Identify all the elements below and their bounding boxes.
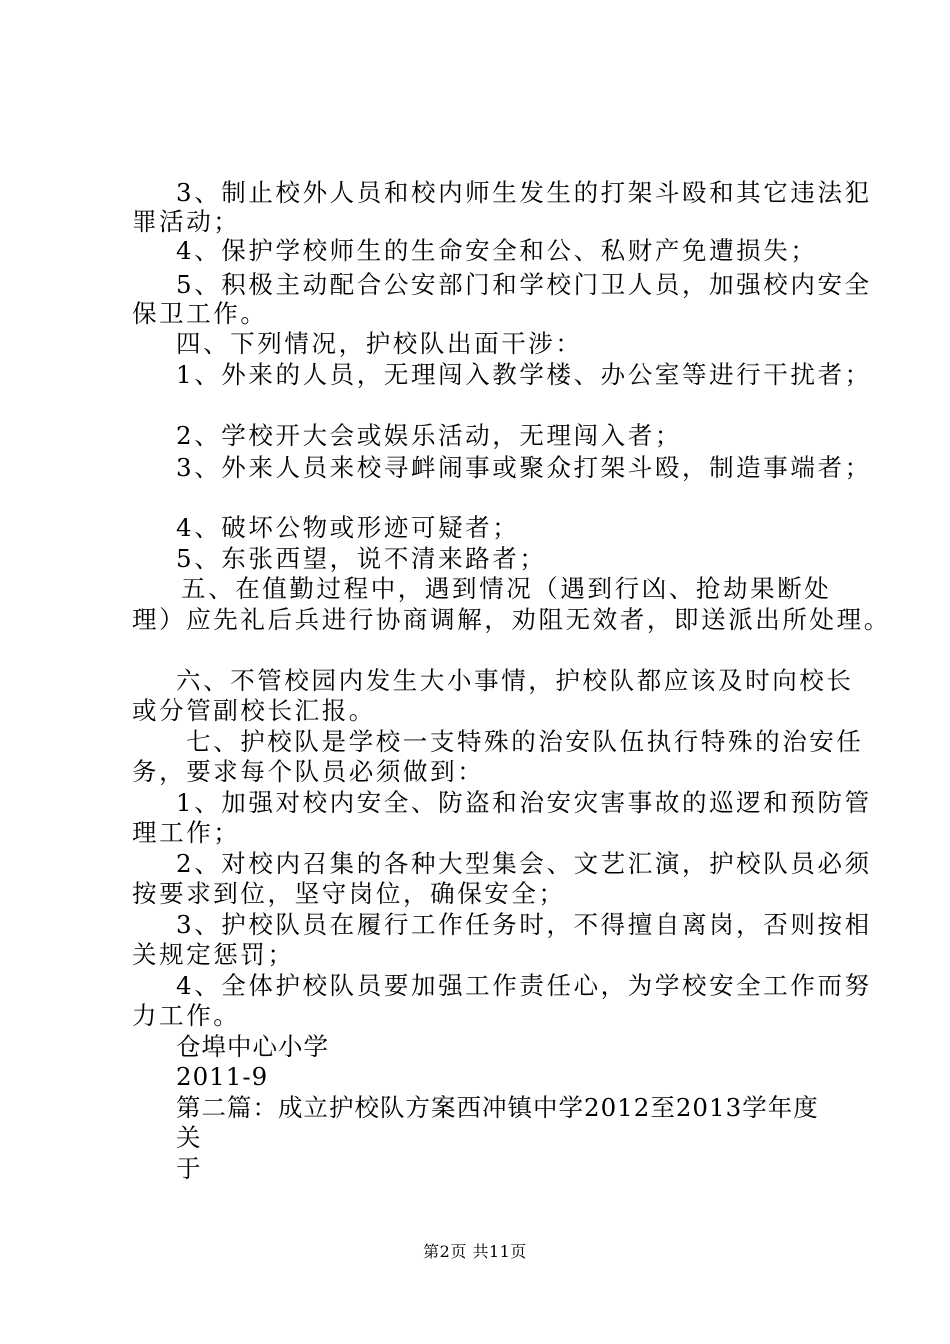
chapter-title: 第二篇：成立护校队方案西冲镇中学2012至2013学年度 — [176, 1093, 819, 1122]
section-heading: 七、护校队是学校一支特殊的治安队伍执行特殊的治安任 — [186, 727, 864, 756]
page-number: 第2页 共11页 — [423, 1242, 527, 1261]
text-line: 力工作。 — [132, 1001, 241, 1030]
section-heading: 五、在值勤过程中，遇到情况（遇到行凶、抢劫果断处 — [181, 574, 832, 603]
text-line: 理）应先礼后兵进行协商调解，劝阻无效者，即送派出所处理。 — [132, 605, 891, 634]
text-line: 3、制止校外人员和校内师生发生的打架斗殴和其它违法犯 — [176, 178, 872, 207]
text-line: 2、对校内召集的各种大型集会、文艺汇演，护校队员必须 — [176, 849, 872, 878]
section-heading: 六、不管校园内发生大小事情，护校队都应该及时向校长 — [176, 666, 854, 695]
signature-date: 2011-9 — [176, 1062, 269, 1091]
text-line: 4、破坏公物或形迹可疑者； — [176, 513, 520, 542]
text-line: 理工作； — [132, 818, 241, 847]
text-line: 按要求到位，坚守岗位，确保安全； — [132, 879, 566, 908]
signature-school: 仓埠中心小学 — [176, 1032, 329, 1061]
text-line: 关规定惩罚； — [132, 940, 295, 969]
text-line: 或分管副校长汇报。 — [132, 696, 376, 725]
text-line: 5、东张西望，说不清来路者； — [176, 544, 547, 573]
text-line: 保卫工作。 — [132, 299, 268, 328]
text-line: 4、保护学校师生的生命安全和公、私财产免遭损失； — [176, 236, 818, 265]
text-line: 1、加强对校内安全、防盗和治安灾害事故的巡逻和预防管 — [176, 788, 872, 817]
text-line: 罪活动； — [132, 207, 241, 236]
text-line: 3、外来人员来校寻衅闹事或聚众打架斗殴，制造事端者； — [176, 453, 872, 482]
text-line: 于 — [176, 1154, 202, 1183]
text-line: 3、护校队员在履行工作任务时，不得擅自离岗，否则按相 — [176, 910, 872, 939]
text-line: 5、积极主动配合公安部门和学校门卫人员，加强校内安全 — [176, 270, 872, 299]
text-line: 务，要求每个队员必须做到： — [132, 757, 485, 786]
text-line: 关 — [176, 1123, 202, 1152]
text-line: 4、全体护校队员要加强工作责任心，为学校安全工作而努 — [176, 971, 872, 1000]
text-line: 2、学校开大会或娱乐活动，无理闯入者； — [176, 421, 682, 450]
text-line: 1、外来的人员，无理闯入教学楼、办公室等进行干扰者； — [176, 360, 872, 389]
section-heading: 四、下列情况，护校队出面干涉： — [176, 329, 583, 358]
